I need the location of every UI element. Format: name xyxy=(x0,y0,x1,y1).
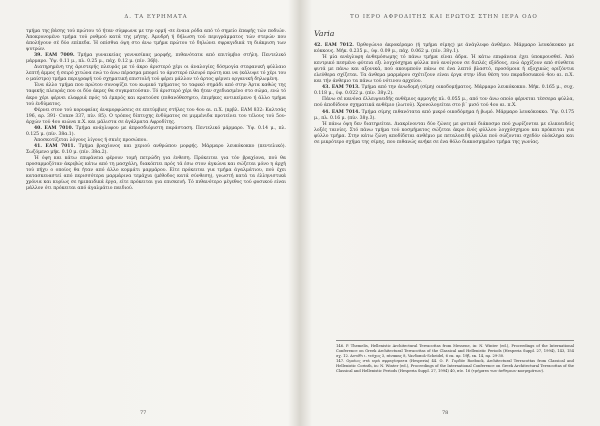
paragraph xyxy=(26,65,286,83)
paragraph-text: Όρθογώνιο άκροκέραμο (ή τμήμα σίμης) με άνάγλυφο άνθέμιο. Μάρμαρο λευκόκοκκο με κόκκους. Μήκ. 0.235 μ., ύψ. 0.09 μ., πάχ. 0.062 μ. (πίν. 38γ.1). xyxy=(314,43,574,55)
paragraph-text: Άποσκοτίζεται λόγους λίγους ή σκιές προσώπου. xyxy=(34,137,148,143)
paragraph xyxy=(26,126,286,138)
entry-heading: 40. ΕΑΜ 7010. xyxy=(34,125,74,131)
footnotes xyxy=(336,340,574,375)
paragraph-text: Τμήμα από την άνωδομή (σίμη) οικοδομήματος. Μάρμαρο λευκόκοκκο. Μήκ. 0.165 μ., συχ. 0.118 μ., ύψ. 0.022 μ. (πίν. 38γ.2). xyxy=(314,85,574,97)
paragraph-text: Ή όψη και κάτω επιφάνεια φέρουν τομή πετρώδη για ένθεση. Πρόκειται για τόν βραχίονα, πού θα προσαρμοζόταν άκριβώς κάτω από τη μασχάλη, διακόπτει πρός τά έσω στον άγκώνα και σώζεται μόνο η άρχή τού πήχυ ο οποίος θα ήταν από άλλο κομμάτι μαρμάρου. Είτε πρόκειται για τμήμα άγαλμάτιου, πού έχει κατασκευαστεί από περισσότερα μαρμάρινα τεμάχια (μέθοδος κατά σύνθεση), γνωστή κατά τα έλληνιστικά χρόνια και κυρίως σε ημιπαιδικά έργα, είτε πρόκειται για επισκευή. Τό πιθανότερο μέγεθος τού φυσικού είναι μάλλον ότι πρόκειται από άγαλμάτιο παιδιού. xyxy=(26,155,286,192)
paragraph xyxy=(26,29,286,53)
paragraph xyxy=(314,97,574,109)
section-title: Varia xyxy=(314,29,335,38)
left-page xyxy=(0,0,298,426)
paragraph xyxy=(26,108,286,126)
right-page xyxy=(302,0,600,426)
paragraph-text: Φέρνει στον τού κορυφαίας άναμορφώσεις σε επιτύμβιες στήλες του 4ου αι. π.Χ. (πρβλ. ΕΑΜ 832: Καλτσάς 196, αρ. 391· Conze 337, πίν. 85). Ο τρόπος δίπτυχης ένδύματος σε μιμμένιδα προτείνει του τέλους τού 5ου-άρχών τού 4ου αιώνα π.Χ. και μάλιστα σε άγάλματα Αφροδίτης. xyxy=(26,107,286,125)
paragraph xyxy=(314,43,574,55)
paragraph-text: Ή μία ανάγλυφη άνθεμόσωμης τό πάνω τμήμα είναι άδρα. Ή κάτω επιφάνεια έχει ύποκρουσθεί. Άπό κεντρικό πεσμένο φύτεια εξι λογχόσχημα φύλλα πού ανοίγουν σε διπλές εξόδους, ενώ άρχίζουν από σύνθετα φυτά με πάνω και αξονικά, πού ακουμπούν πάνω σε ένα λεπτό βλαστό, προσόμοια ή εξοχικώς οριζόντια ελεύθερα σχίζεται. Τα άνθεμα μαρμάρου σχέτιζουν είναι έργα στην ίδια θέση του παραδοσιακού 4ου αι. π.Χ. και τήν άνθεμιο τα πάνω τού νότινου αρχείου. xyxy=(314,55,574,85)
page-number-left: 77 xyxy=(140,410,147,416)
running-head-right: ΤΟ ΙΕΡΟ ΑΦΡΟΔΙΤΗΣ ΚΑΙ ΕΡΩΤΟΣ ΣΤΗΝ ΙΕΡΑ ΟΔΟ xyxy=(350,14,538,20)
paragraph xyxy=(314,122,574,146)
paragraph xyxy=(314,55,574,85)
running-head-left: Δ. ΤΑ ΕΥΡΗΜΑΤΑ xyxy=(124,14,188,20)
paragraph xyxy=(26,83,286,107)
entry-heading: 42. ΕΑΜ 7012. xyxy=(314,43,354,48)
paragraph xyxy=(314,110,574,122)
paragraph-text: Τμήμα βραχίονος και χεριού ανθρώπου μορφής. Μάρμαρο λευκόκοκκο (πεντελικό). Σωζόμενο μήκ. 0.10 μ. (πίν. 38α.2). xyxy=(26,143,287,155)
paragraph-text: Πάνω σέ κανόνα έλλειψοειδής ανθέμιος αρμογής πλ. 0.055 μ., από τον άνω οποίο φέρνεται τέσσερα φύλλα, πού άποδίδουν σχηματικά ανθέμιο (λωτού). Χρονολογείται στο β΄ μισό τού 4ου αι. π.Χ. xyxy=(314,97,574,109)
paragraph xyxy=(314,85,574,97)
paragraph-text: Τμήμα σίμης πιθανότατα από μικρό οικοδόμημα ή βωμό. Μάρμαρο λευκόκοκκο. Ύψ. 0.175 μ., πλ. 0.16 μ. (πίν. 38γ.3). xyxy=(314,109,574,121)
entry-heading: 44. ΕΑΜ 7014. xyxy=(322,109,360,115)
paragraph-text: τμήμα της βάσης τού πρώτου τό ήταν σύμφωνα με την ορμή -σε έναια ρόδα από τό σημείο έπαφής τών ποδιών. Άποκρυνομένο τμήμα τού ρυθμού κατά της μήτης. Άμυδρή ή δήλωση τού περιγράμματος τών στερών που άπολήγουν σέ δύο επίπεδα. Ή οπίσθια όψη στο άνω τμήμα πρώτου τό δηλώνει σφραγιδικά τη διάκριση των ψυτρών. xyxy=(26,29,286,53)
footnote: 146. P. Themelis, Hellenistic Architectural Terracottas from Messene, in: N. Winter (ed.), Proceedings of the International Conference on Greek Architectural Terracottas of the Classical and Hellenistic Periods (Hesperia Suppl. 27, 1994), 143, 154 σχ. 12. Αυτόθι ι. τεύχος 3, πίνακας 8, Vaνδοπολ-Scheidel, 6 εκ. αρ. 19β, εκ. 14, αρ. 29-30. xyxy=(336,344,574,359)
paragraph xyxy=(26,156,286,192)
paragraph-text: Τμήμα ανάγλυφου με άπροσδιόριστη παράσταση. Πεντελικό μάρμαρο. Ύψ. 0.14 μ., πλ. 0.125 μ. (πίν. 38α.1). xyxy=(26,125,286,137)
left-page-body xyxy=(26,29,286,192)
paragraph xyxy=(26,53,286,65)
entry-heading: 41. ΕΑΜ 7011. xyxy=(34,143,76,149)
paragraph-text: Τμήμα γυναικείας γεννασίκας μορφής, πιθανότατα από επιτύμβιο στήλη. Πεντελικό μάρμαρο. Ύψ. 0.11 μ., πλ. 0.25 μ., πάχ. 0.12 μ. (πίν. 36β). xyxy=(26,53,286,65)
entry-heading: 43. ΕΑΜ 7013. xyxy=(322,85,360,91)
page-number-right: 78 xyxy=(442,410,449,416)
entry-heading: 39. ΕΑΜ 7009. xyxy=(34,53,75,59)
right-page-body xyxy=(314,43,574,146)
paragraph-text: Ή πάνω όψη δεν διατηρείται. Διακρίνονται δύο ζώνες με φυτικό διάκοσμο πού χωρίζονται με ελικοειδείς λοξές ταινίες. Στό πάνω τμήμα τού κοσμήματος σώζεται άκρο ένός φύλλου λογχόσχημου και πρόκειται για φύλλο τμήμα. Στην κάτω ζώνη αποδίδεται ανθέμιο με πεταλοειδή φύλλα πού σώζονται σχεδόν ολόκληρα και σε μικρότερο σχήμα της σίμης, που πιθανώς ανήκε σε ένα θόλο διακοσμημένο τμήμα της γωνίας. xyxy=(314,121,574,145)
paragraph xyxy=(26,144,286,156)
paragraph-text: Διατηρημένη της άριστερής πλευράς με τό άκρο άριστερό χέρι οι άναλογίες δόσμογία στεφανική φύλλαιο λεπτή άμμος ή σειρό χιτώνα ενώ το άνω πέρασμα μπορεί το άριστερό πλευρό πρώτη και να (κάλυψε τό χέρι του ο μαίστρο) τμήμα περιγραφή τού σχηματική επιστολή τού φέρει μάλλον τό άρτος φέρνει οργανική δηλωμένη. xyxy=(26,65,286,83)
footnote: 147. Ομοίως στά ιερά σφραγίσματα (Hesperia) 44. Ο. Ρ. Γορδόν Roebuck, Architectural Terracottas from Classical and Hellenistic Corinth, in: N. Winter (ed.), Proceedings of the International Conference on Greek Architectural Terracottas of the Classical and Hellenistic Periods (Hesperia Suppl. 27, 1994) 40, πίν. 16 (τμήματα των άνθεμιων κοσμημάτων). xyxy=(336,359,574,374)
paragraph-text: Ένα άλλο τμήμα που πρώτου συνοψίζει του κωμικό τμήματος το ταφικό σημάδι από στην Άρτα καθώς της ταφικής πλευράς που οι δύο άκρες θα συγκρατούσαν. Τό άριστερό χέρι θα ήταν σχεδιασμένο στο σώμα, ενώ τό άκρο χέρι φέρνει ελαφριά πρός τά έμπρός και κρατούσε (πιθανόθεσηρτο, έπιμήκες αντικείμενο ή άλλο τμήμα τού ένδύματος. xyxy=(26,83,286,107)
